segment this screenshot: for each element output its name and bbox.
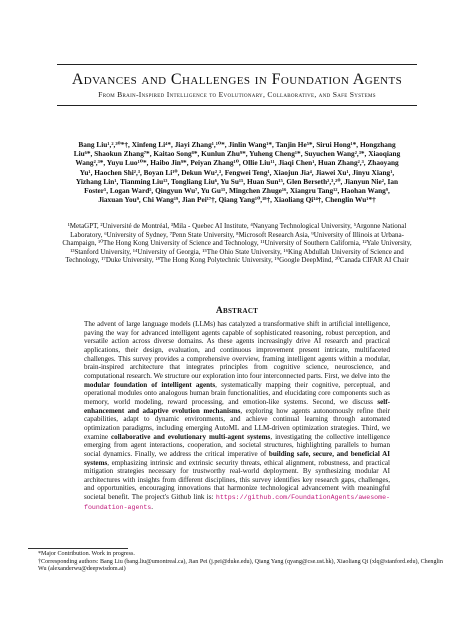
title-top-rule (57, 64, 417, 65)
footnotes (28, 551, 446, 574)
paper-subtitle: From Brain-Inspired Intelligence to Evolutionary, Collaborative, and Safe Systems (98, 90, 376, 99)
abstract-heading: Abstract (215, 306, 259, 316)
title-bottom-rule (57, 105, 417, 106)
footnote-corresponding: †Corresponding authors: Bang Liu (bang.liu@umontreal.ca), Jian Pei (j.pei@duke.edu), Qiang Yang (qyang@cse.ust.hk), Xiaoliang Qi (xlq@stanford.edu), Chenglin Wu (alexanderwu@deepwisdom.ai) (38, 558, 443, 573)
abstract-text-2: , systematically mapping their cognitive, perceptual, and operational modules onto analogous human brain functionalities, and elucidating core components such as memory, world modeling, reward processing, and emotion-like systems. Second, we discuss (84, 380, 390, 406)
abstract-end: . (151, 502, 154, 511)
abstract-text-3: , exploring how agents autonomously refine their capabilities, adapt to dynamic environments, and achieve continual learning through automated optimization paradigms, including emerging AutoML and LLM-driven optimization strategies. Third, we examine (84, 406, 390, 441)
abstract-emphasis-1: modular foundation of intelligent agents (84, 380, 216, 389)
footnote-rule (28, 548, 128, 549)
author-list: Bang Liu¹,²,³⁰*†, Xinfeng Li⁴*, Jiayi Zhang¹,¹⁰*, Jinlin Wang¹*, Tanjin He⁵*, Sirui Hong¹*, Hongzhang Liu⁶*, Shaokun Zhang⁷*, Kaitao Song⁸*, Kunlun Zhu⁹*, Yuheng Cheng¹*, Suyuchen Wang²,³*, Xiaoqiang Wang²,³*, Yuyu Luo¹⁰*, Haibo Jin⁹*, Peiyan Zhang¹⁰, Ollie Liu¹¹, Jiaqi Chen¹, Huan Zhang²,³, Zhaoyang Yu¹, Haochen Shi²,³, Boyan Li¹⁰, Dekun Wu²,³, Fengwei Teng¹, Xiaojun Jia⁴, Jiawei Xu¹, Jinyu Xiang¹, Yizhang Lin¹, Tianming Liu¹³, Tongliang Liu⁶, Yu Su¹⁵, Huan Sun¹⁵, Glen Berseth²,³,²⁰, Jianyun Nie², Ian Foster⁵, Logan Ward⁵, Qingyun Wu⁷, Yu Gu¹⁵, Mingchen Zhuge¹⁶, Xiangru Tang¹², Haohan Wang⁹, Jiaxuan You⁹, Chi Wang¹⁹, Jian Pei¹⁷†, Qiang Yang¹⁰,¹⁸†, Xiaoliang Qi¹⁴†, Chenglin Wu¹*† (73, 140, 401, 205)
paper-title: Advances and Challenges in Foundation Agents (71, 71, 403, 88)
affiliation-list: ¹MetaGPT, ²Université de Montréal, ³Mila - Quebec AI Institute, ⁴Nanyang Technological University, ⁵Argonne National Laboratory, ⁶University of Sydney, ⁷Penn State University, ⁸Microsoft Research Asia, ⁹University of Illinois at Urbana-Champaign, ¹⁰The Hong Kong University of Science and Technology, ¹¹University of Southern California, ¹²Yale University, ¹³Stanford University, ¹⁴University of Georgia, ¹⁵The Ohio State University, ¹⁶King Abdullah University of Science and Technology, ¹⁷Duke University, ¹⁸The Hong Kong Polytechnic University, ¹⁹Google DeepMind, ²⁰Canada CIFAR AI Chair (62, 222, 412, 265)
abstract-emphasis-4: building safe, secure, and beneficial AI systems (84, 449, 390, 467)
github-link[interactable]: https://github.com/FoundationAgents/awesome-foundation-agents (84, 494, 390, 511)
abstract-emphasis-2: self-enhancement and adaptive evolution mechanisms (84, 397, 390, 415)
footnote-contribution: *Major Contribution. Work in progress. (38, 551, 135, 557)
abstract-text-5: , emphasizing intrinsic and extrinsic security threats, ethical alignment, robustness, and practical mitigation strategies necessary for trustworthy real-world deployment. By synthesizing modular AI architectures with insights from different disciplines, this survey identifies key research gaps, challenges, and opportunities, encouraging innovations that harmonize technological advancement with meaningful societal benefit. The project's Github link is: (84, 458, 390, 502)
abstract-body (84, 320, 390, 512)
abstract-emphasis-3: collaborative and evolutionary multi-agent systems (111, 432, 271, 441)
abstract-text-1: The advent of large language models (LLMs) has catalyzed a transformative shift in artificial intelligence, paving the way for advanced intelligent agents capable of sophisticated reasoning, robust perception, and versatile action across diverse domains. As these agents increasingly drive AI research and practical applications, their design, evaluation, and continuous improvement present intricate, multifaceted challenges. This survey provides a comprehensive overview, framing intelligent agents within a modular, brain-inspired architecture that integrates principles from cognitive science, neuroscience, and computational research. We structure our exploration into four interconnected parts. First, we delve into the (84, 320, 390, 380)
abstract-text-4: , investigating the collective intelligence emerging from agent interactions, cooperation, and societal structures, highlighting parallels to human social dynamics. Finally, we address the critical imperative of (84, 432, 390, 458)
